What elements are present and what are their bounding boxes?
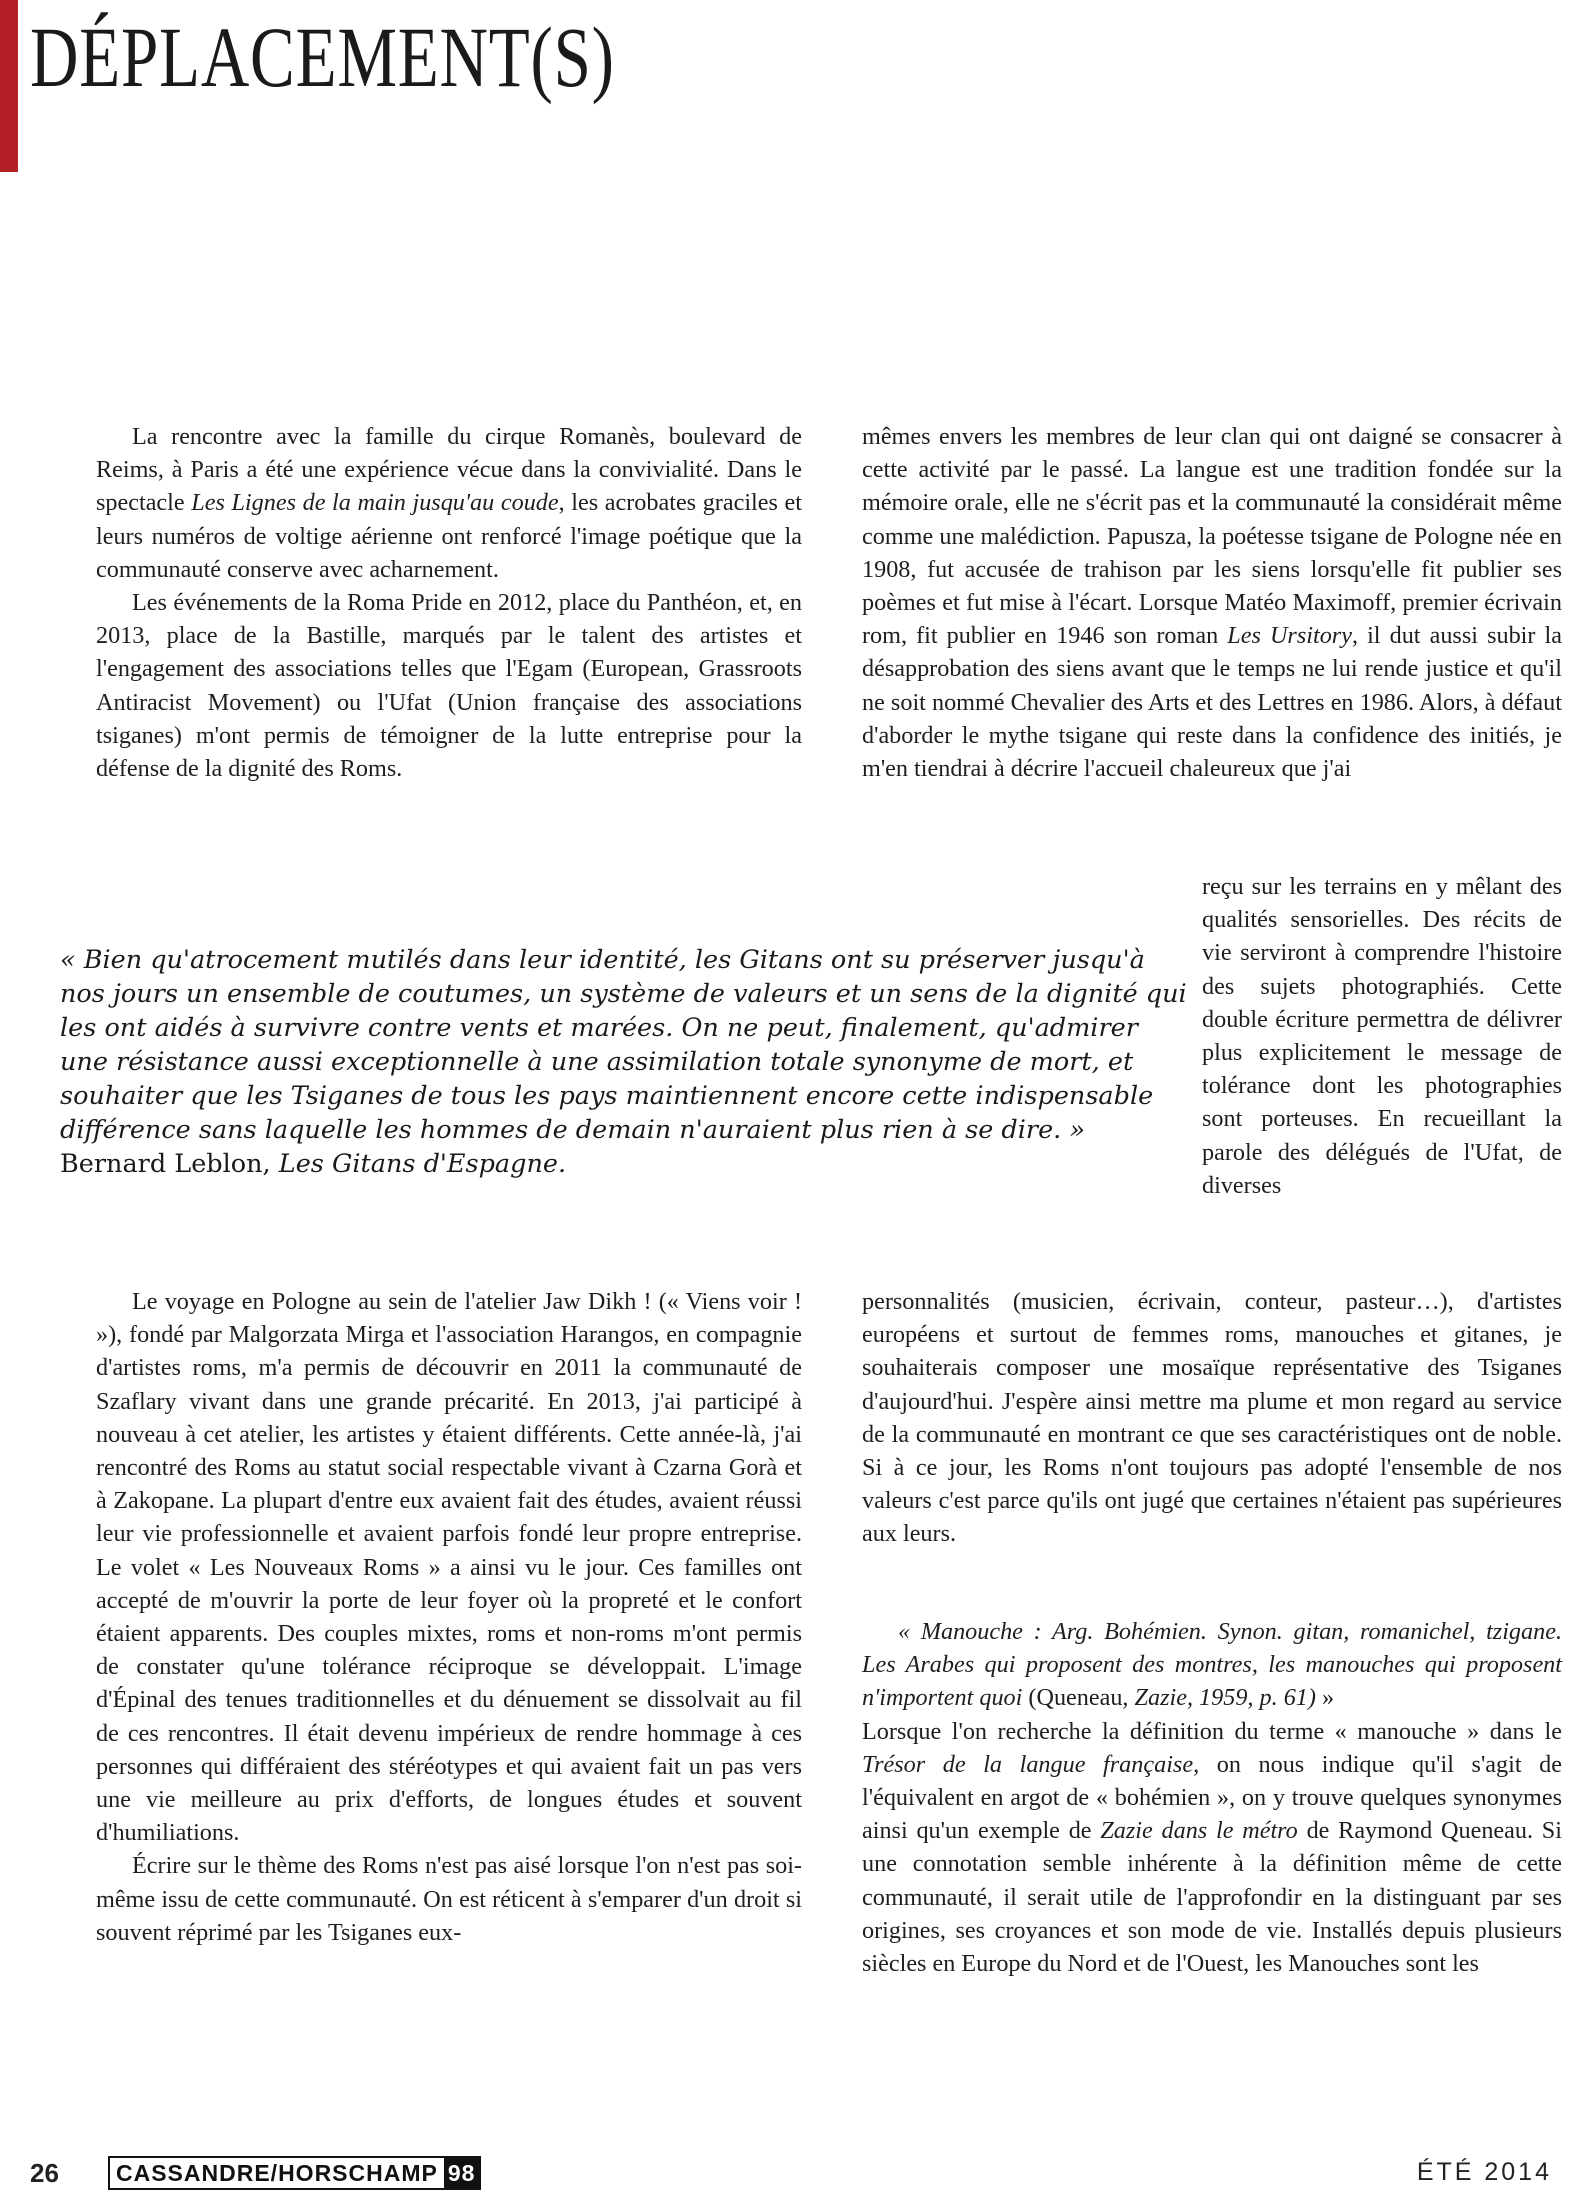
magazine-logo: CASSANDRE/HORSCHAMP 98 <box>108 2156 481 2190</box>
column-left-bottom <box>96 1285 802 1949</box>
paragraph: Les événements de la Roma Pride en 2012, place du Panthéon, et, en 2013, place de la Bastille, marqués par le talent des artistes et l'engagement des associations telles que l'Egam (European, Grassroots Antiracist Movement) ou l'Ufat (Union française des associations tsiganes) m'ont permis de témoigner de la lutte entreprise pour la défense de la dignité des Roms. <box>96 589 802 783</box>
column-right-top <box>862 420 1562 785</box>
issue-season: ÉTÉ 2014 <box>1416 2158 1552 2186</box>
column-right-bottom <box>862 1615 1562 1980</box>
pull-quote <box>60 943 1190 1181</box>
paragraph: mêmes envers les membres de leur clan qui ont daigné se consacrer à cette activité par le passé. La langue est une tradition fondée sur la mémoire orale, elle ne s'écrit pas et la communauté la considérait même comme une malédiction. Papusza, la poétesse tsigane de Pologne née en 1908, fut accusée de trahison par les siens lorsqu'elle fit publier ses poèmes et fut mise à l'écart. Lorsque Matéo Maximoff, premier écrivain rom, fit publier en 1946 son roman Les Ursitory, il dut aussi subir la désapprobation des siens avant que le temps ne lui rende justice et qu'il ne soit nommé Chevalier des Arts et des Lettres en 1986. Alors, à défaut d'aborder le mythe tsigane qui reste dans la confidence des initiés, je m'en tiendrai à décrire l'accueil chaleureux que j'ai <box>862 423 1562 783</box>
paragraph: Lorsque l'on recherche la définition du terme « manouche » dans le Trésor de la langue française, on nous indique qu'il s'agit de l'équivalent en argot de « bohémien », on y trouve quelques synonymes ainsi qu'un exemple de Zazie dans le métro de Raymond Queneau. Si une connotation semble inhérente à la définition même de cette communauté, il serait utile de l'approfondir en la distinguant par ses origines, ses croyances et son mode de vie. Installés depuis plusieurs siècles en Europe du Nord et de l'Ouest, les Manouches sont les <box>862 1717 1562 1978</box>
section-title: DÉPLACEMENT(S) <box>30 9 615 105</box>
paragraph: personnalités (musicien, écrivain, conteur, pasteur…), d'artistes européens et surtout de femmes roms, manouches et gitanes, je souhaiterais composer une mosaïque représentative des Tsiganes d'aujourd'hui. J'espère ainsi mettre ma plume et mon regard au service de la communauté en montrant ce que ses caractéristiques ont de noble. Si à ce jour, les Roms n'ont toujours pas adopté l'ensemble de nos valeurs c'est parce qu'ils ont jugé que certaines n'étaient pas supérieures aux leurs. <box>862 1288 1562 1548</box>
page-number: 26 <box>30 2158 59 2188</box>
column-right-narrow <box>1202 870 1562 1202</box>
paragraph: reçu sur les terrains en y mêlant des qualités sensorielles. Des récits de vie serviront à comprendre l'histoire des sujets photographiés. Cette double écriture permettra de délivrer plus explicitement le message de tolérance dont les photographies sont porteuses. En recueillant la parole des délégués de l'Ufat, de diverses <box>1202 873 1562 1199</box>
paragraph: Le voyage en Pologne au sein de l'atelier Jaw Dikh ! (« Viens voir ! »), fondé par Malgorzata Mirga et l'association Harangos, en compagnie d'artistes roms, m'a permis de découvrir en 2011 la communauté de Szaflary vivant dans une grande précarité. En 2013, j'ai participé à nouveau à cet atelier, les artistes y étaient différents. Cette année-là, j'ai rencontré des Roms au statut social respectable vivant à Czarna Gorà et à Zakopane. La plupart d'entre eux avaient fait des études, avaient réussi leur vie professionnelle et avaient parfois fondé leur propre entreprise. Le volet « Les Nouveaux Roms » a ainsi vu le jour. Ces familles ont accepté de m'ouvrir la porte de leur foyer où la propreté et le confort étaient apparents. Des couples mixtes, roms et non-roms m'ont permis de constater qu'une tolérance réciproque se développait. L'image d'Épinal des tenues traditionnelles et du dénuement se dissolvait au fil de ces rencontres. Il était devenu impérieux de rendre hommage à ces personnes qui différaient des stéréotypes et qui avaient fait un pas vers une vie meilleure au prix d'efforts, de longues études et souvent d'humiliations. <box>96 1288 802 1847</box>
column-right-middle <box>862 1285 1562 1551</box>
definition-quote: « Manouche : Arg. Bohémien. Synon. gitan, romanichel, tzigane. Les Arabes qui proposent des montres, les manouches qui proposent n'importent quoi (Queneau, Zazie, 1959, p. 61) » <box>862 1618 1562 1712</box>
paragraph: La rencontre avec la famille du cirque Romanès, boulevard de Reims, à Paris a été une expérience vécue dans la convivialité. Dans le spectacle Les Lignes de la main jusqu'au coude, les acrobates graciles et leurs numéros de voltige aérienne ont renforcé l'image poétique que la communauté conserve avec acharnement. <box>96 423 802 583</box>
issue-number: 98 <box>444 2158 480 2188</box>
section-accent-bar <box>0 0 18 172</box>
column-left-top <box>96 420 802 785</box>
quote-text: « Bien qu'atrocement mutilés dans leur identité, les Gitans ont su préserver jusqu'à nos jours un ensemble de coutumes, un système de valeurs et un sens de la dignité qui les ont aidés à survivre contre vents et marées. On ne peut, finalement, qu'admirer une résistance aussi exceptionnelle à une assimilation totale synonyme de mort, et souhaiter que les Tsiganes de tous les pays maintiennent encore cette indispensable différence sans laquelle les hommes de demain n'auraient plus rien à se dire. » <box>60 945 1187 1145</box>
paragraph: Écrire sur le thème des Roms n'est pas aisé lorsque l'on n'est pas soi-même issu de cette communauté. On est réticent à s'emparer d'un droit si souvent réprimé par les Tsiganes eux- <box>96 1852 802 1946</box>
page-footer <box>30 2158 1560 2188</box>
quote-attribution: Bernard Leblon, Les Gitans d'Espagne. <box>60 1149 567 1179</box>
